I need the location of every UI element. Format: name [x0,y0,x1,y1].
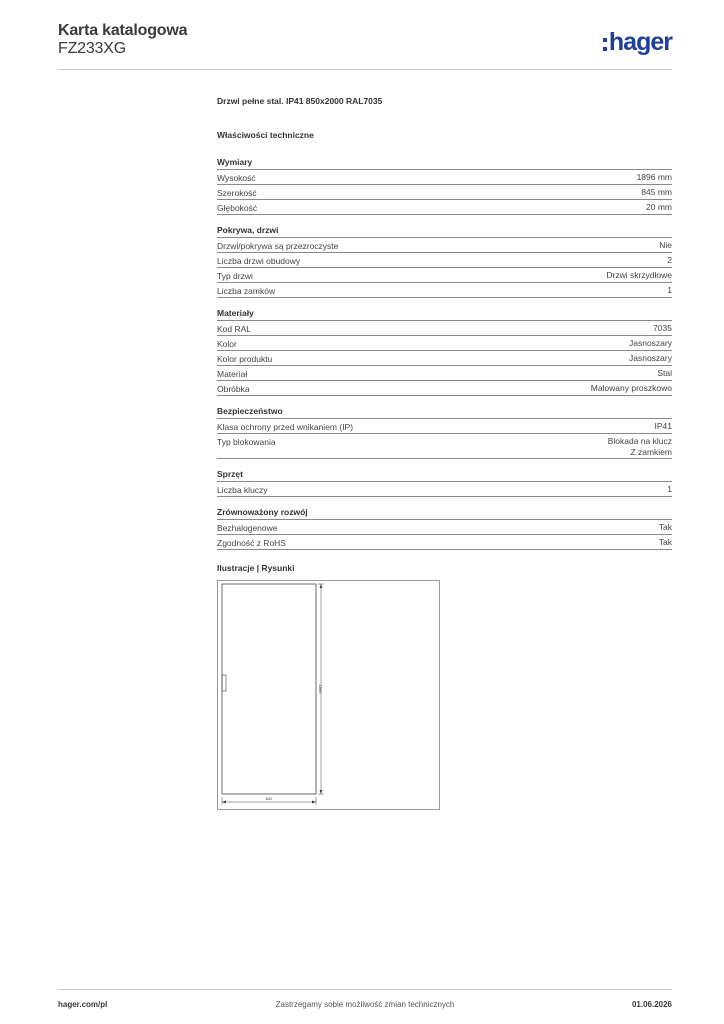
logo-dots-icon [603,38,607,51]
property-value: Malowany proszkowo [590,383,672,393]
footer-website-link[interactable]: hager.com/pl [58,1000,108,1009]
property-value: Nie [659,240,672,250]
product-code: FZ233XG [58,40,126,57]
property-value: 1 [667,285,672,295]
property-label: Obróbka [217,384,250,394]
property-value: Tak [658,522,672,532]
height-dimension-label: 1896 [318,684,323,694]
property-row [217,434,672,459]
property-group [217,307,672,396]
property-label: Kod RAL [217,324,252,334]
property-value-cell [657,368,672,380]
door-drawing-svg [218,581,439,809]
property-label: Bezhalogenowe [217,523,278,533]
property-row [217,283,672,298]
logo-text: hager [608,28,672,56]
property-value-cell [629,338,672,350]
property-value: Blokada na klucz [607,436,672,446]
property-value: Jasnoszary [629,338,672,348]
property-row [217,321,672,336]
property-label: Liczba kluczy [217,485,268,495]
document-header [58,20,672,70]
property-value-cell [667,285,672,297]
property-value: Jasnoszary [629,353,672,363]
door-outline [222,584,316,794]
property-row [217,268,672,283]
property-row [217,366,672,381]
property-label: Kolor produktu [217,354,273,364]
property-row [217,185,672,200]
property-value: 2 [667,255,672,265]
product-description: Drzwi pełne stal. IP41 850x2000 RAL7035 [217,96,383,106]
property-row [217,238,672,253]
property-value-cell [659,522,672,534]
property-group [217,405,672,459]
property-group [217,506,672,550]
property-label: Liczba zamków [217,286,276,296]
property-group [217,468,672,497]
property-group [217,156,672,215]
door-drawing [217,580,440,810]
group-title: Materiały [217,307,672,321]
property-row [217,381,672,396]
property-value-cell [659,537,672,549]
property-label: Zgodność z RoHS [217,538,286,548]
property-value-cell [591,383,672,395]
property-value-cell [646,202,672,214]
hager-logo [603,28,672,56]
group-title: Zrównoważony rozwój [217,506,672,520]
property-row [217,253,672,268]
group-title: Bezpieczeństwo [217,405,672,419]
property-value-cell [653,323,672,335]
property-value: Stal [657,368,672,378]
property-value: 845 mm [641,187,672,197]
property-row [217,482,672,497]
property-label: Typ blokowania [217,437,276,447]
technical-properties-heading: Właściwości techniczne [217,130,314,140]
property-value: 1896 mm [636,172,672,182]
property-value-cell [637,172,672,184]
width-dimension-label: 842 [265,796,273,801]
property-value-cell [606,270,672,282]
property-row [217,200,672,215]
property-value-cell [655,421,673,433]
property-row [217,170,672,185]
group-title: Sprzęt [217,468,672,482]
property-value: Tak [658,537,672,547]
property-row [217,336,672,351]
property-row [217,419,672,434]
document-title: Karta katalogowa [58,22,188,39]
property-row [217,520,672,535]
property-label: Szerokość [217,188,257,198]
property-value: 7035 [653,323,672,333]
group-title: Wymiary [217,156,672,170]
property-value: 20 mm [646,202,672,212]
property-value: 1 [667,484,672,494]
footer-disclaimer: Zastrzegamy sobie możliwość zmian technicznych [275,1000,455,1009]
property-label: Materiał [217,369,248,379]
group-title: Pokrywa, drzwi [217,224,672,238]
property-value-cell [641,187,672,199]
property-label: Typ drzwi [217,271,253,281]
property-row [217,535,672,550]
door-handle-icon [222,675,226,691]
property-label: Drzwi/pokrywa są przezroczyste [217,241,339,251]
property-label: Wysokość [217,173,256,183]
property-value-cell [629,353,672,365]
property-value-cell [667,255,672,267]
document-footer [58,989,672,1013]
property-groups [217,156,672,550]
property-value: Drzwi skrzydłowe [606,270,672,280]
property-label: Kolor [217,339,237,349]
property-value-cell [667,484,672,496]
illustrations-heading: Ilustracje | Rysunki [217,563,295,573]
property-label: Klasa ochrony przed wnikaniem (IP) [217,422,354,432]
property-value-cell [608,436,672,458]
property-label: Głębokość [217,203,258,213]
property-value: IP41 [654,421,672,431]
property-label: Liczba drzwi obudowy [217,256,301,266]
property-value-secondary: Z zamkiem [630,447,672,457]
main-content [217,96,672,810]
property-value-cell [659,240,672,252]
footer-date: 01.06.2026 [631,1000,672,1009]
property-row [217,351,672,366]
property-group [217,224,672,298]
